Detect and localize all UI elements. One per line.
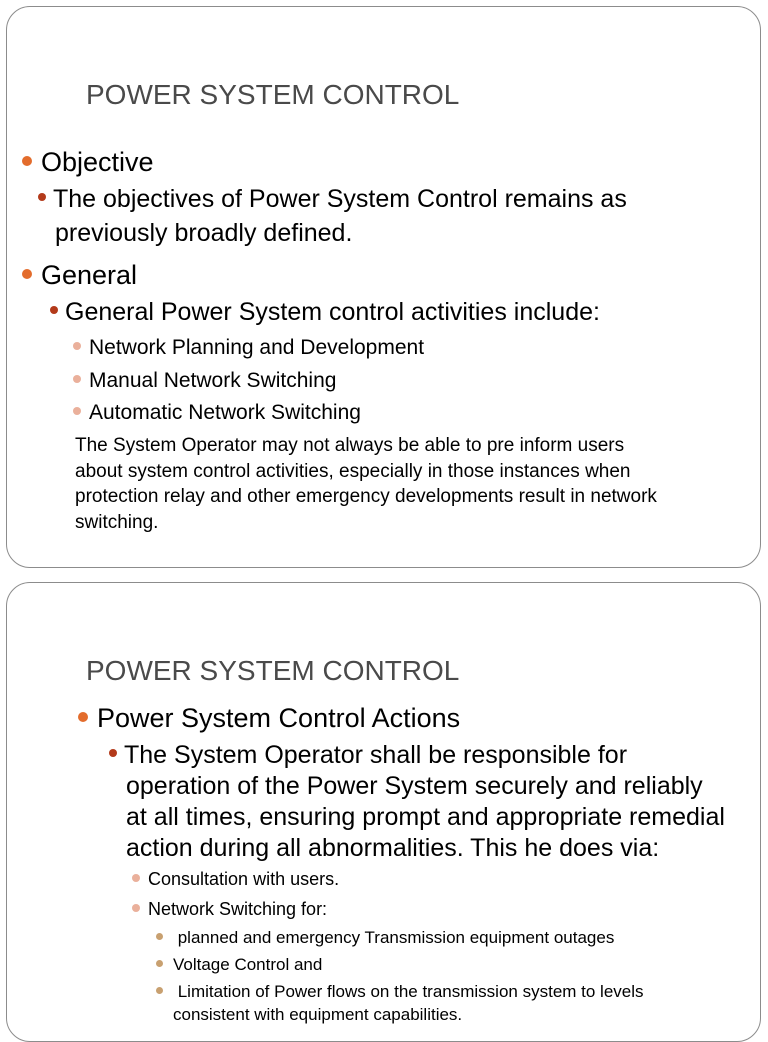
note-line: The System Operator may not always be able to pre inform users — [75, 435, 625, 456]
bullet-text: Consultation with users. — [148, 869, 340, 889]
list-item — [73, 336, 424, 360]
bullet-continuation: at all times, ensuring prompt and appropriate remedial — [126, 803, 725, 831]
bullet-text: Manual Network Switching — [89, 369, 337, 392]
bullet-body — [109, 741, 627, 770]
bullet-text: Voltage Control and — [173, 955, 323, 974]
bullet-dot-icon — [109, 749, 117, 757]
bullet-dot-icon — [132, 874, 140, 882]
bullet-dot-icon — [73, 407, 81, 415]
bullet-objective — [22, 147, 154, 178]
bullet-dot-icon — [73, 375, 81, 383]
note-line: about system control activities, especially in those instances when — [75, 460, 631, 482]
bullet-text: Limitation of Power flows on the transmission system to levels — [173, 982, 644, 1001]
bullet-text: General — [41, 260, 138, 290]
bullet-continuation: operation of the Power System securely and reliably — [126, 772, 703, 800]
bullet-dot-icon — [38, 193, 46, 201]
bullet-dot-icon — [22, 156, 32, 166]
bullet-dot-icon — [156, 933, 163, 940]
note-line: protection relay and other emergency developments result in network — [75, 486, 657, 507]
note-paragraph — [75, 433, 657, 535]
list-item — [73, 369, 336, 393]
bullet-continuation: action during all abnormalities. This he does via: — [126, 834, 660, 862]
bullet-text: Network Switching for: — [148, 899, 328, 919]
bullet-text: planned and emergency Transmission equipment outages — [173, 928, 615, 947]
bullet-text: Network Planning and Development — [89, 336, 425, 359]
sub-list-item — [156, 982, 644, 1002]
list-item — [132, 869, 339, 890]
bullet-text: Automatic Network Switching — [89, 401, 361, 424]
note-line: switching. — [75, 511, 159, 533]
bullet-dot-icon — [132, 904, 140, 912]
bullet-general-intro — [50, 298, 600, 327]
bullet-dot-icon — [156, 987, 163, 994]
slide-title: POWER SYSTEM CONTROL — [86, 655, 460, 686]
sub-list-item — [156, 928, 614, 948]
slide-1 — [6, 6, 761, 568]
bullet-text: The System Operator shall be responsible for — [124, 741, 628, 769]
bullet-heading — [78, 703, 460, 734]
bullet-dot-icon — [78, 712, 88, 722]
bullet-general — [22, 260, 137, 291]
bullet-continuation: previously broadly defined. — [55, 219, 353, 247]
list-item — [132, 899, 327, 920]
bullet-dot-icon — [22, 269, 32, 279]
slide-title: POWER SYSTEM CONTROL — [86, 79, 460, 110]
sub-list-item — [156, 955, 322, 975]
bullet-dot-icon — [156, 960, 163, 967]
list-item — [73, 401, 361, 425]
bullet-text: The objectives of Power System Control remains as — [53, 185, 627, 213]
bullet-text: Power System Control Actions — [97, 703, 461, 733]
bullet-text: Objective — [41, 147, 154, 177]
bullet-dot-icon — [50, 306, 58, 314]
bullet-objective-text — [38, 185, 627, 214]
bullet-dot-icon — [73, 342, 81, 350]
bullet-continuation: consistent with equipment capabilities. — [173, 1005, 463, 1024]
bullet-text: General Power System control activities include: — [65, 298, 600, 326]
slide-2 — [6, 582, 761, 1042]
